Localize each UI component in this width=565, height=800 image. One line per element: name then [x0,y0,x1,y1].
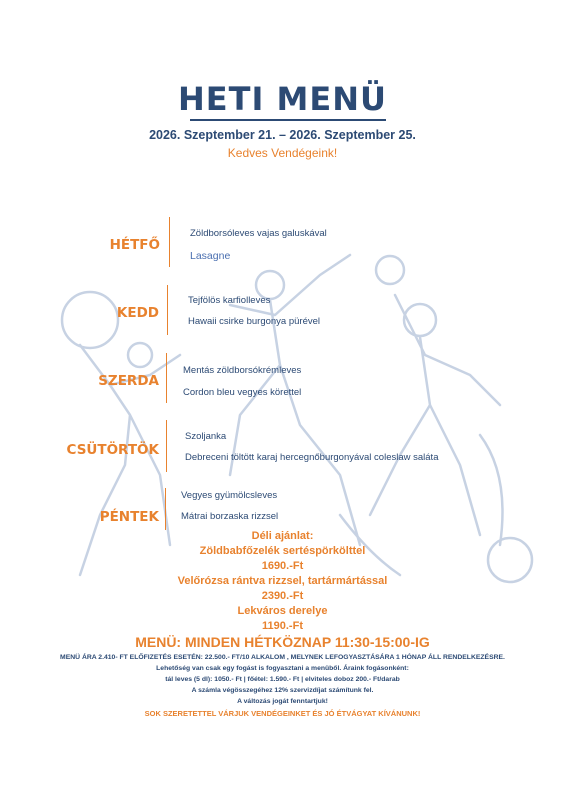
dish-soup-thursday: Szoljanka [185,431,227,442]
dish-soup-friday: Vegyes gyümölcsleves [181,490,278,501]
offer-item-name: Lekváros derelye [237,605,328,617]
day-label-friday: PÉNTEK [99,509,159,525]
offer-item-price: 2390.-Ft [261,590,304,602]
offer-item-price: 1190.-Ft [262,620,303,632]
dish-main-friday: Mátrai borzaska rizzsel [181,511,279,522]
day-divider [169,217,170,267]
dish-main-thursday: Debreceni töltött karaj hercegnőburgonyával coleslaw saláta [185,452,439,463]
dish-soup-monday: Zöldborsóleves vajas galuskával [190,228,327,239]
day-divider [167,285,168,335]
day-divider [166,353,167,403]
dish-main-tuesday: Hawaii csirke burgonya pürével [188,316,321,327]
info-line: A változás jogát fenntartjuk! [237,698,328,705]
dish-soup-tuesday: Tejfölös karfiolleves [188,295,271,306]
day-label-tuesday: KEDD [116,305,159,321]
page-title: HETI MENÜ [178,80,387,118]
closing-message: SOK SZERETETTEL VÁRJUK VENDÉGEINKET ÉS JÓ ÉTVÁGYAT KÍVÁNUNK! [144,709,421,718]
menu-hours: MENÜ: MINDEN HÉTKÖZNAP 11:30-15:00-IG [135,634,430,650]
greeting: Kedves Vendégeink! [227,146,338,160]
week-dates: 2026. Szeptember 21. – 2026. Szeptember 25. [149,128,416,142]
day-divider [166,420,167,472]
offer-item-price: 1690.-Ft [261,560,304,572]
title-underline [190,119,386,121]
dish-main-monday: Lasagne [190,250,231,262]
price-info: MENÜ ÁRA 2.410- FT ELŐFIZETÉS ESETÉN: 22.500.- FT/10 ALKALOM , MELYNEK LEFOGYASZTÁSÁRA 1 HÓNAP ÁLL RENDELKEZÉSRE. [60,654,505,661]
ball-right [376,256,404,284]
day-divider [165,488,166,530]
offer-item-name: Zöldbabfőzelék sertéspörkölttel [199,545,366,557]
day-label-thursday: CSÜTÖRTÖK [66,442,159,458]
day-label-monday: HÉTFŐ [109,237,160,253]
lunch-offer-heading: Déli ajánlat: [251,530,314,542]
dish-main-wednesday: Cordon bleu vegyes körettel [183,387,302,398]
offer-item-name: Velőrózsa rántva rizzsel, tartármártással [177,575,388,587]
day-label-wednesday: SZERDA [98,373,159,389]
info-line: tál leves (5 dl): 1050.- Ft | főétel: 1.590.- Ft | elviteles doboz 200.- Ft/darab [165,676,400,683]
info-line: A számla végösszegéhez 12% szervizdíjat számítunk fel. [191,687,374,694]
info-line: Lehetőség van csak egy fogást is fogyasztani a menüből. Áraink fogásonként: [156,665,409,672]
dish-soup-wednesday: Mentás zöldborsókrémleves [183,365,302,376]
